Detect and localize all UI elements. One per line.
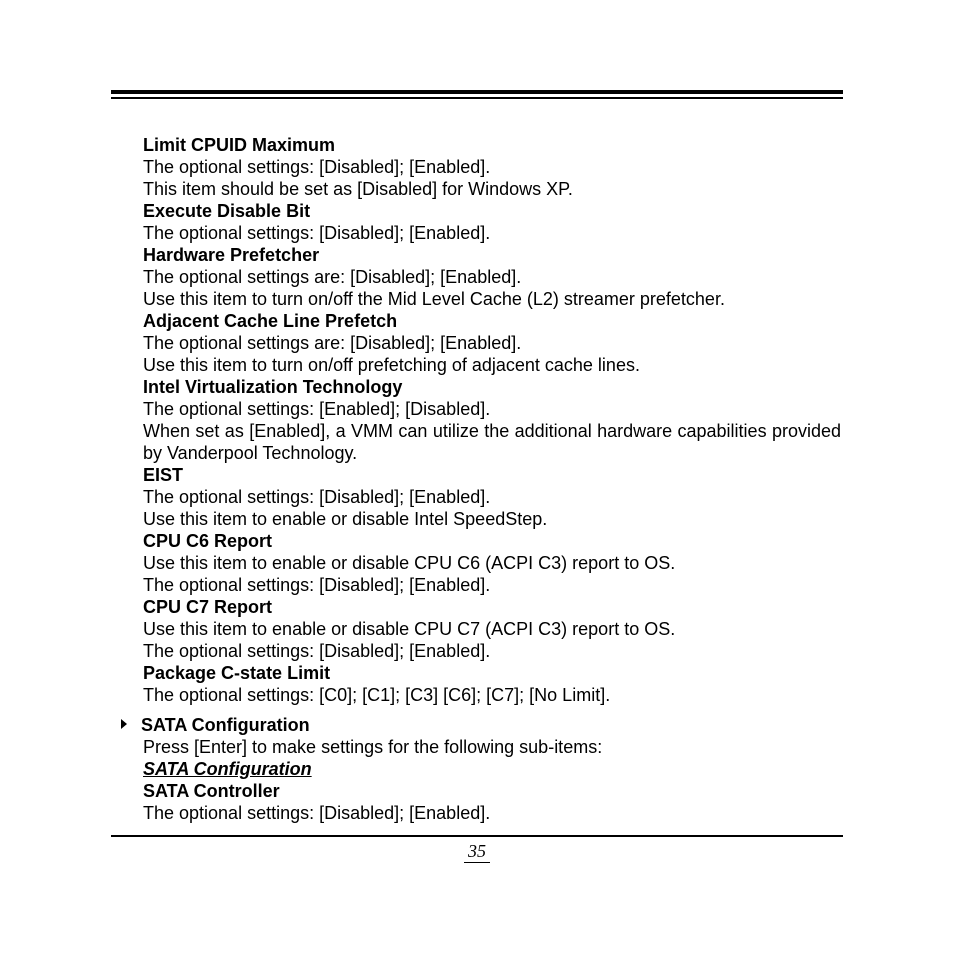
sata-section-body (143, 736, 602, 824)
item-line: The optional settings are: [Disabled]; [Enabled]. (143, 267, 522, 287)
item-title: EIST (143, 465, 184, 485)
item-line: The optional settings: [Disabled]; [Enabled]. (143, 487, 491, 507)
item-title: Limit CPUID Maximum (143, 135, 336, 155)
item-title: Execute Disable Bit (143, 201, 311, 221)
item-line: The optional settings: [Disabled]; [Enabled]. (143, 641, 491, 661)
item-line: The optional settings: [Disabled]; [Enabled]. (143, 575, 491, 595)
item-title: CPU C7 Report (143, 597, 273, 617)
item-title: Package C-state Limit (143, 663, 331, 683)
item-line: Use this item to turn on/off prefetching of adjacent cache lines. (143, 355, 640, 375)
item-line: Use this item to enable or disable CPU C7 (ACPI C3) report to OS. (143, 619, 676, 639)
triangle-bullet-icon (121, 719, 127, 729)
item-line: The optional settings: [C0]; [C1]; [C3] [C6]; [C7]; [No Limit]. (143, 685, 611, 705)
item-line: The optional settings: [Disabled]; [Enabled]. (143, 157, 491, 177)
sata-subsection-title: SATA Configuration (143, 759, 312, 779)
item-title: Hardware Prefetcher (143, 245, 320, 265)
item-line: The optional settings: [Disabled]; [Enabled]. (143, 803, 491, 823)
item-line: This item should be set as [Disabled] for Windows XP. (143, 179, 573, 199)
footer-rule (111, 835, 843, 837)
settings-list (143, 134, 841, 706)
item-line: Use this item to enable or disable Intel SpeedStep. (143, 509, 548, 529)
item-title: Adjacent Cache Line Prefetch (143, 311, 398, 331)
sata-intro: Press [Enter] to make settings for the following sub-items: (143, 737, 603, 757)
header-rule-thin (111, 97, 843, 99)
page-number: 35 (464, 840, 490, 863)
item-line: The optional settings are: [Disabled]; [Enabled]. (143, 333, 522, 353)
item-line: The optional settings: [Enabled]; [Disabled]. (143, 399, 491, 419)
item-line: Use this item to enable or disable CPU C6 (ACPI C3) report to OS. (143, 553, 676, 573)
header-rule-thick (111, 90, 843, 94)
item-line: The optional settings: [Disabled]; [Enabled]. (143, 223, 491, 243)
item-title: Intel Virtualization Technology (143, 377, 403, 397)
item-line: Use this item to turn on/off the Mid Level Cache (L2) streamer prefetcher. (143, 289, 725, 309)
item-title: SATA Controller (143, 781, 280, 801)
sata-section-heading (115, 714, 310, 736)
item-title: CPU C6 Report (143, 531, 273, 551)
item-paragraph: When set as [Enabled], a VMM can utilize the additional hardware capabilities provided by Vanderpool Technology. (143, 421, 841, 463)
sata-heading-label: SATA Configuration (141, 715, 310, 735)
